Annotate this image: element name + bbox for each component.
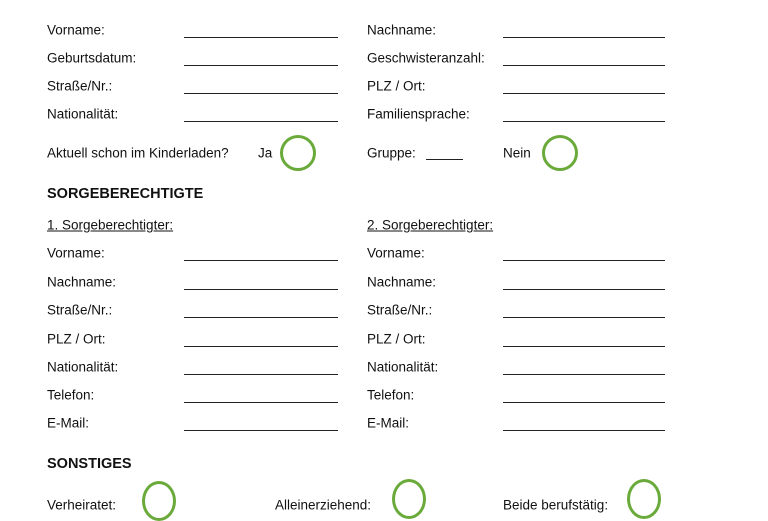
child-right-1-input-line[interactable] (503, 65, 665, 66)
child-left-1-input-line[interactable] (184, 65, 338, 66)
guardian-2-field-1-label: Nachname: (367, 274, 437, 290)
question-label: Aktuell schon im Kinderladen? (47, 145, 229, 161)
child-left-2-input-line[interactable] (184, 93, 338, 94)
guardian-1-field-1-label: Nachname: (47, 274, 117, 290)
guardian-2-field-3-label: PLZ / Ort: (367, 331, 426, 347)
child-right-2-input-line[interactable] (503, 93, 665, 94)
single-parent-circle[interactable] (392, 479, 426, 519)
guardian-1-field-5-label: Telefon: (47, 387, 95, 403)
guardian-2-field-2-input-line[interactable] (503, 317, 665, 318)
guardian-2-field-6-label: E-Mail: (367, 415, 410, 431)
guardian-1-field-6-input-line[interactable] (184, 430, 338, 431)
guardian-1-field-3-input-line[interactable] (184, 346, 338, 347)
guardian-1-field-0-label: Vorname: (47, 245, 105, 261)
both-working-label: Beide berufstätig: (503, 497, 609, 513)
guardian-1-field-2-input-line[interactable] (184, 317, 338, 318)
guardian-2-field-0-input-line[interactable] (503, 260, 665, 261)
guardian-2-field-3-input-line[interactable] (503, 346, 665, 347)
yes-radio-circle[interactable] (280, 135, 316, 171)
child-right-3-label: Familiensprache: (367, 106, 470, 122)
guardian-1-field-6-label: E-Mail: (47, 415, 90, 431)
guardian-1-heading: 1. Sorgeberechtigter: (47, 217, 174, 233)
guardian-2-field-6-input-line[interactable] (503, 430, 665, 431)
child-left-1-label: Geburtsdatum: (47, 50, 137, 66)
married-label: Verheiratet: (47, 497, 117, 513)
guardian-2-field-5-input-line[interactable] (503, 402, 665, 403)
child-right-2-label: PLZ / Ort: (367, 78, 426, 94)
child-left-3-input-line[interactable] (184, 121, 338, 122)
guardian-1-field-5-input-line[interactable] (184, 402, 338, 403)
guardian-1-field-0-input-line[interactable] (184, 260, 338, 261)
guardian-2-heading: 2. Sorgeberechtigter: (367, 217, 494, 233)
guardian-2-field-5-label: Telefon: (367, 387, 415, 403)
yes-label: Ja (258, 145, 273, 161)
guardians-heading: SORGEBERECHTIGTE (47, 186, 204, 202)
guardian-1-field-4-label: Nationalität: (47, 359, 119, 375)
child-left-0-input-line[interactable] (184, 37, 338, 38)
guardian-2-field-0-label: Vorname: (367, 245, 425, 261)
guardian-2-field-4-input-line[interactable] (503, 374, 665, 375)
child-right-3-input-line[interactable] (503, 121, 665, 122)
child-right-0-label: Nachname: (367, 22, 437, 38)
group-field-line[interactable] (426, 159, 463, 160)
group-label: Gruppe: (367, 145, 416, 161)
other-heading: SONSTIGES (47, 456, 132, 472)
child-right-0-input-line[interactable] (503, 37, 665, 38)
both-working-circle[interactable] (627, 479, 661, 519)
guardian-1-field-4-input-line[interactable] (184, 374, 338, 375)
child-right-1-label: Geschwisteranzahl: (367, 50, 485, 66)
guardian-2-field-4-label: Nationalität: (367, 359, 439, 375)
child-left-0-label: Vorname: (47, 22, 105, 38)
child-left-3-label: Nationalität: (47, 106, 119, 122)
guardian-1-field-1-input-line[interactable] (184, 289, 338, 290)
married-circle[interactable] (142, 481, 176, 521)
guardian-2-field-2-label: Straße/Nr.: (367, 302, 433, 318)
guardian-1-field-3-label: PLZ / Ort: (47, 331, 106, 347)
guardian-2-field-1-input-line[interactable] (503, 289, 665, 290)
no-radio-circle[interactable] (542, 135, 578, 171)
no-label: Nein (503, 145, 531, 161)
single-parent-label: Alleinerziehend: (275, 497, 372, 513)
child-left-2-label: Straße/Nr.: (47, 78, 113, 94)
guardian-1-field-2-label: Straße/Nr.: (47, 302, 113, 318)
